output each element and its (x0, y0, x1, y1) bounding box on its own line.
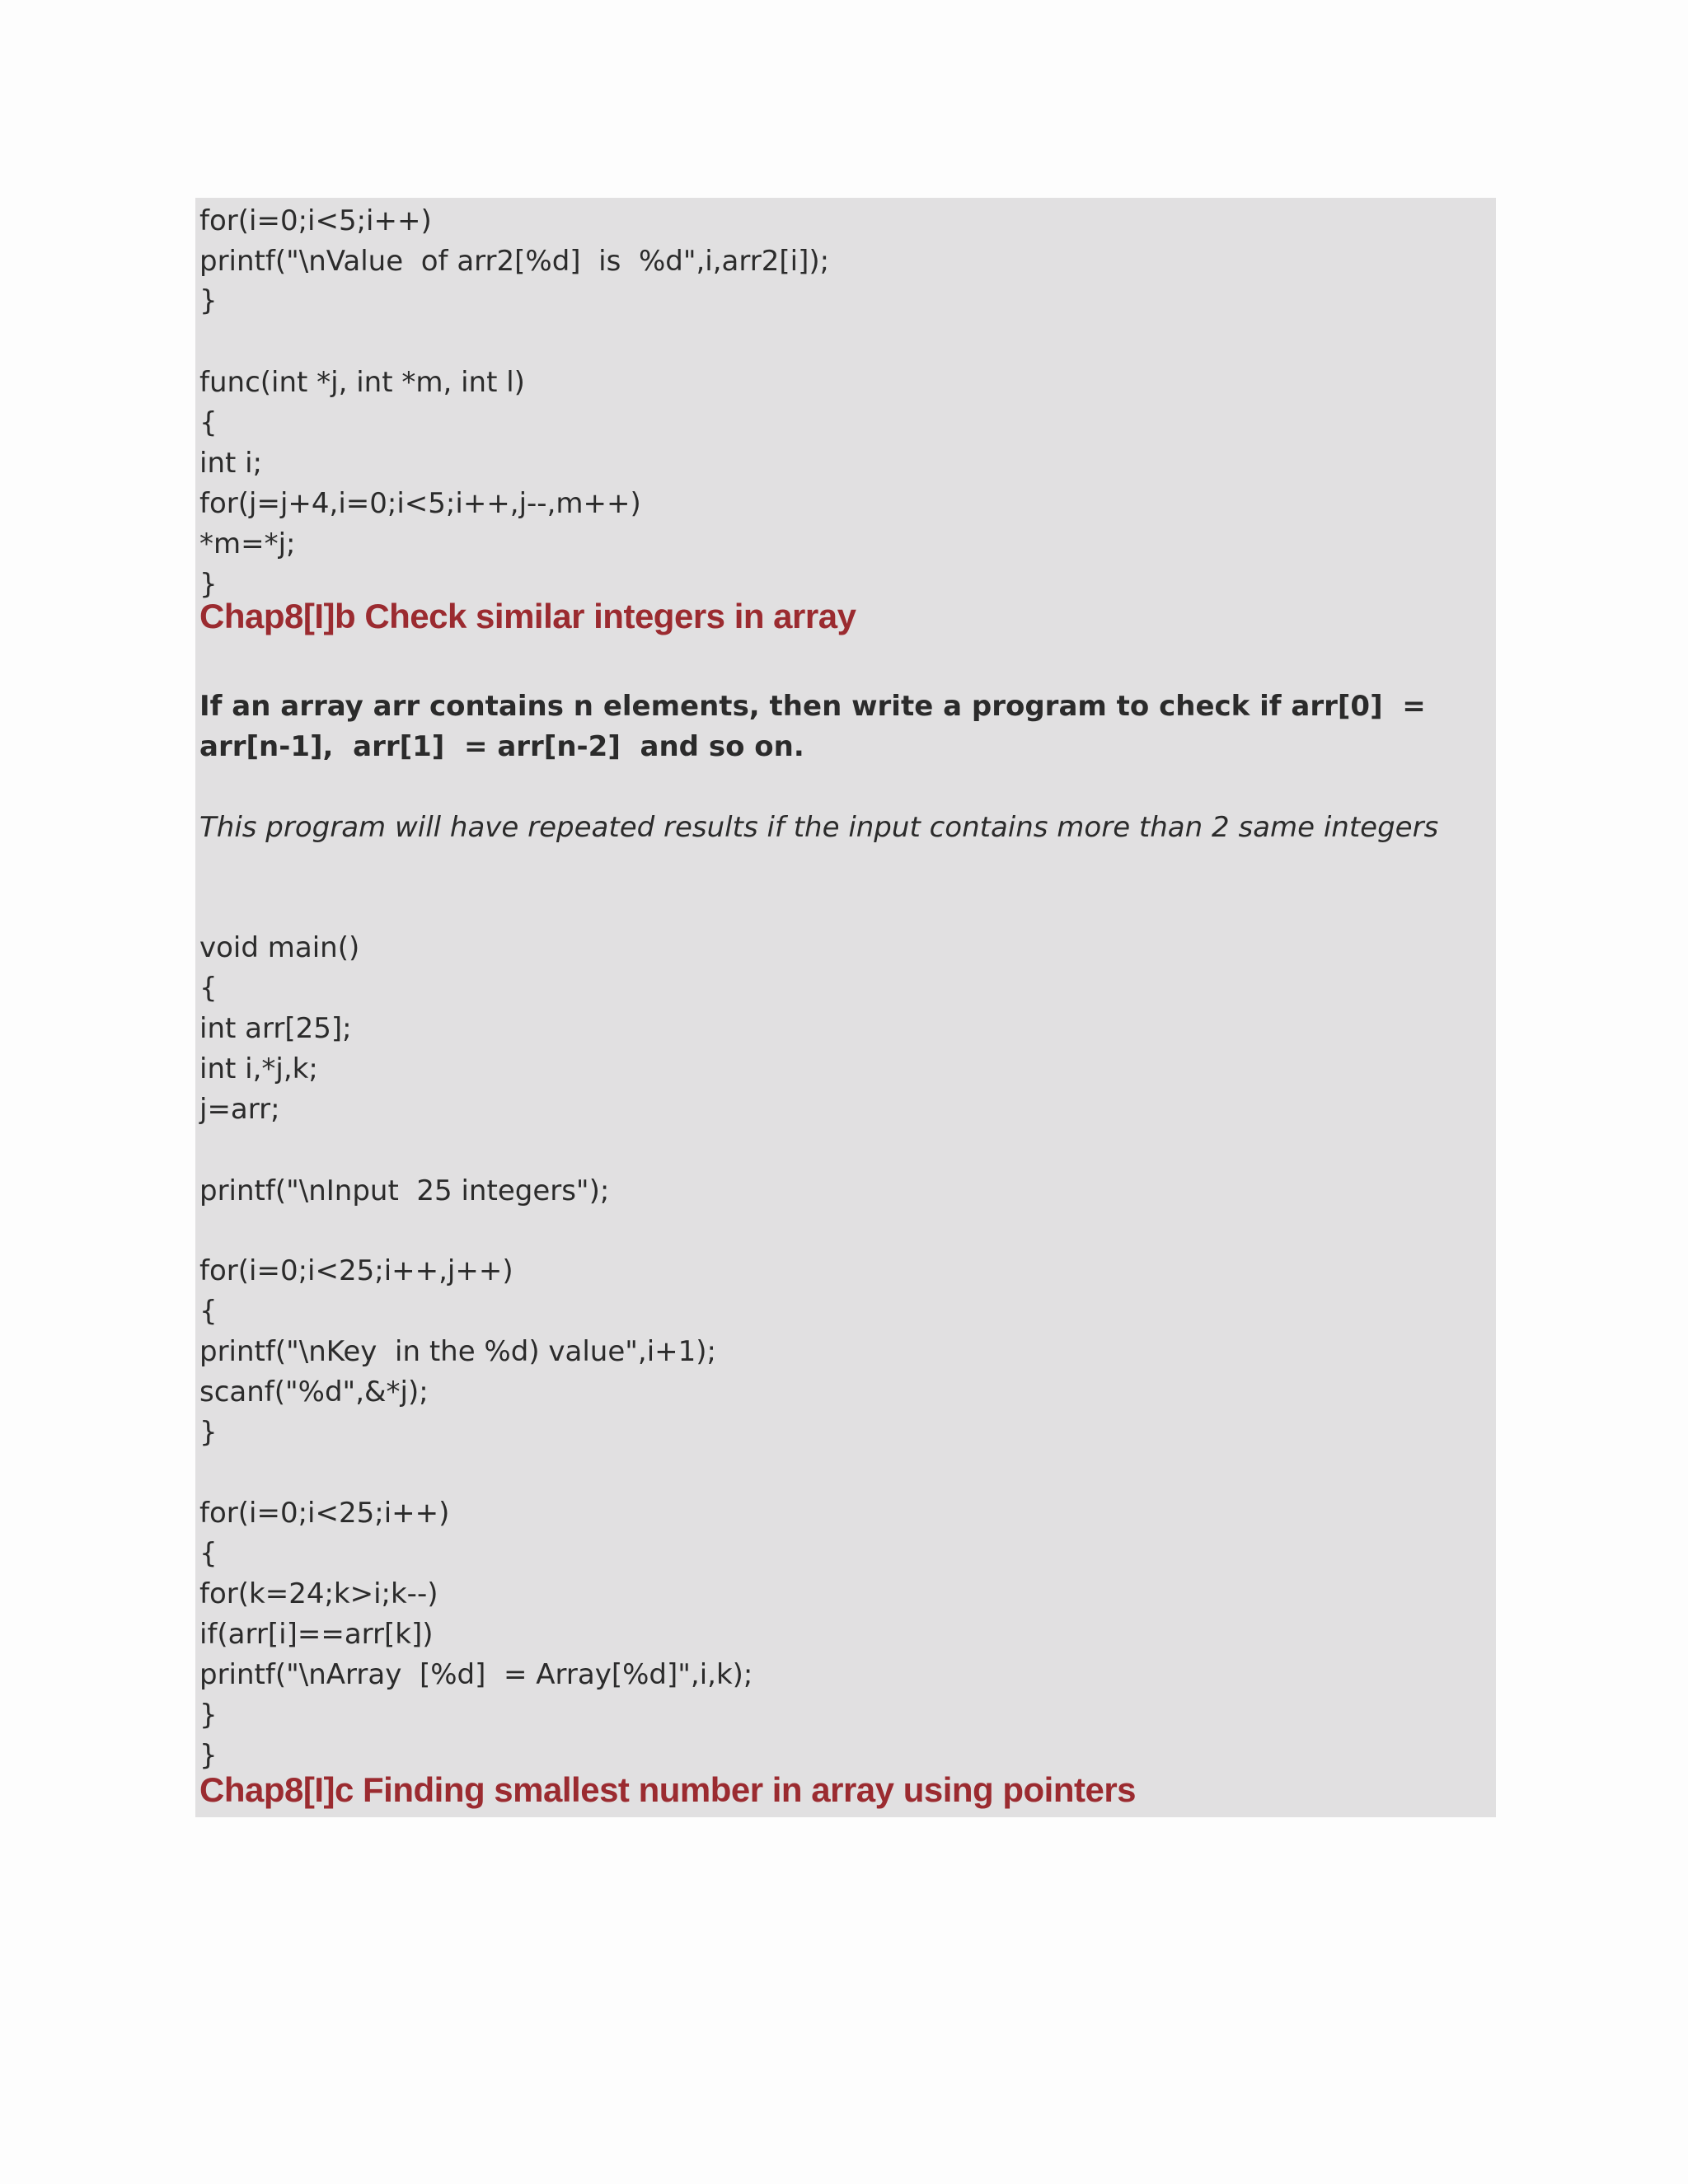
code-line: *m=*j; (199, 527, 296, 560)
code-line: { (199, 1295, 218, 1328)
code-line: for(i=0;i<5;i++) (199, 204, 432, 237)
code-line: { (199, 1537, 218, 1570)
code-line: int i; (199, 447, 263, 480)
section-heading: Chap8[I]b Check similar integers in array (199, 597, 856, 635)
code-line: } (199, 568, 218, 601)
code-line: for(j=j+4,i=0;i<5;i++,j--,m++) (199, 487, 641, 520)
code-line: void main() (199, 931, 360, 964)
problem-statement: If an array arr contains n elements, then write a program to check if arr[0] = (199, 690, 1426, 723)
code-line: j=arr; (199, 1093, 280, 1126)
problem-statement: arr[n-1], arr[1] = arr[n-2] and so on. (199, 730, 804, 763)
code-line: { (199, 406, 218, 439)
code-line: } (199, 1416, 218, 1449)
code-line: printf("\nArray [%d] = Array[%d]",i,k); (199, 1658, 753, 1691)
code-line: for(i=0;i<25;i++) (199, 1497, 450, 1530)
code-line: } (199, 1699, 218, 1732)
code-line: { (199, 972, 218, 1005)
program-note: This program will have repeated results if the input contains more than 2 same integers (199, 811, 1439, 844)
code-line: if(arr[i]==arr[k]) (199, 1618, 434, 1651)
code-line: } (199, 1739, 218, 1772)
code-line: printf("\nInput 25 integers"); (199, 1174, 610, 1207)
code-line: func(int *j, int *m, int l) (199, 366, 525, 399)
code-line: } (199, 284, 218, 317)
content-panel (195, 198, 1496, 1817)
code-line: printf("\nValue of arr2[%d] is %d",i,arr2[i]); (199, 245, 830, 278)
code-line: int arr[25]; (199, 1012, 352, 1045)
code-line: printf("\nKey in the %d) value",i+1); (199, 1335, 716, 1368)
code-line: for(i=0;i<25;i++,j++) (199, 1254, 513, 1287)
code-line: int i,*j,k; (199, 1052, 318, 1085)
code-line: for(k=24;k>i;k--) (199, 1577, 438, 1610)
code-line: scanf("%d",&*j); (199, 1376, 429, 1408)
section-heading: Chap8[I]c Finding smallest number in array using pointers (199, 1770, 1137, 1809)
